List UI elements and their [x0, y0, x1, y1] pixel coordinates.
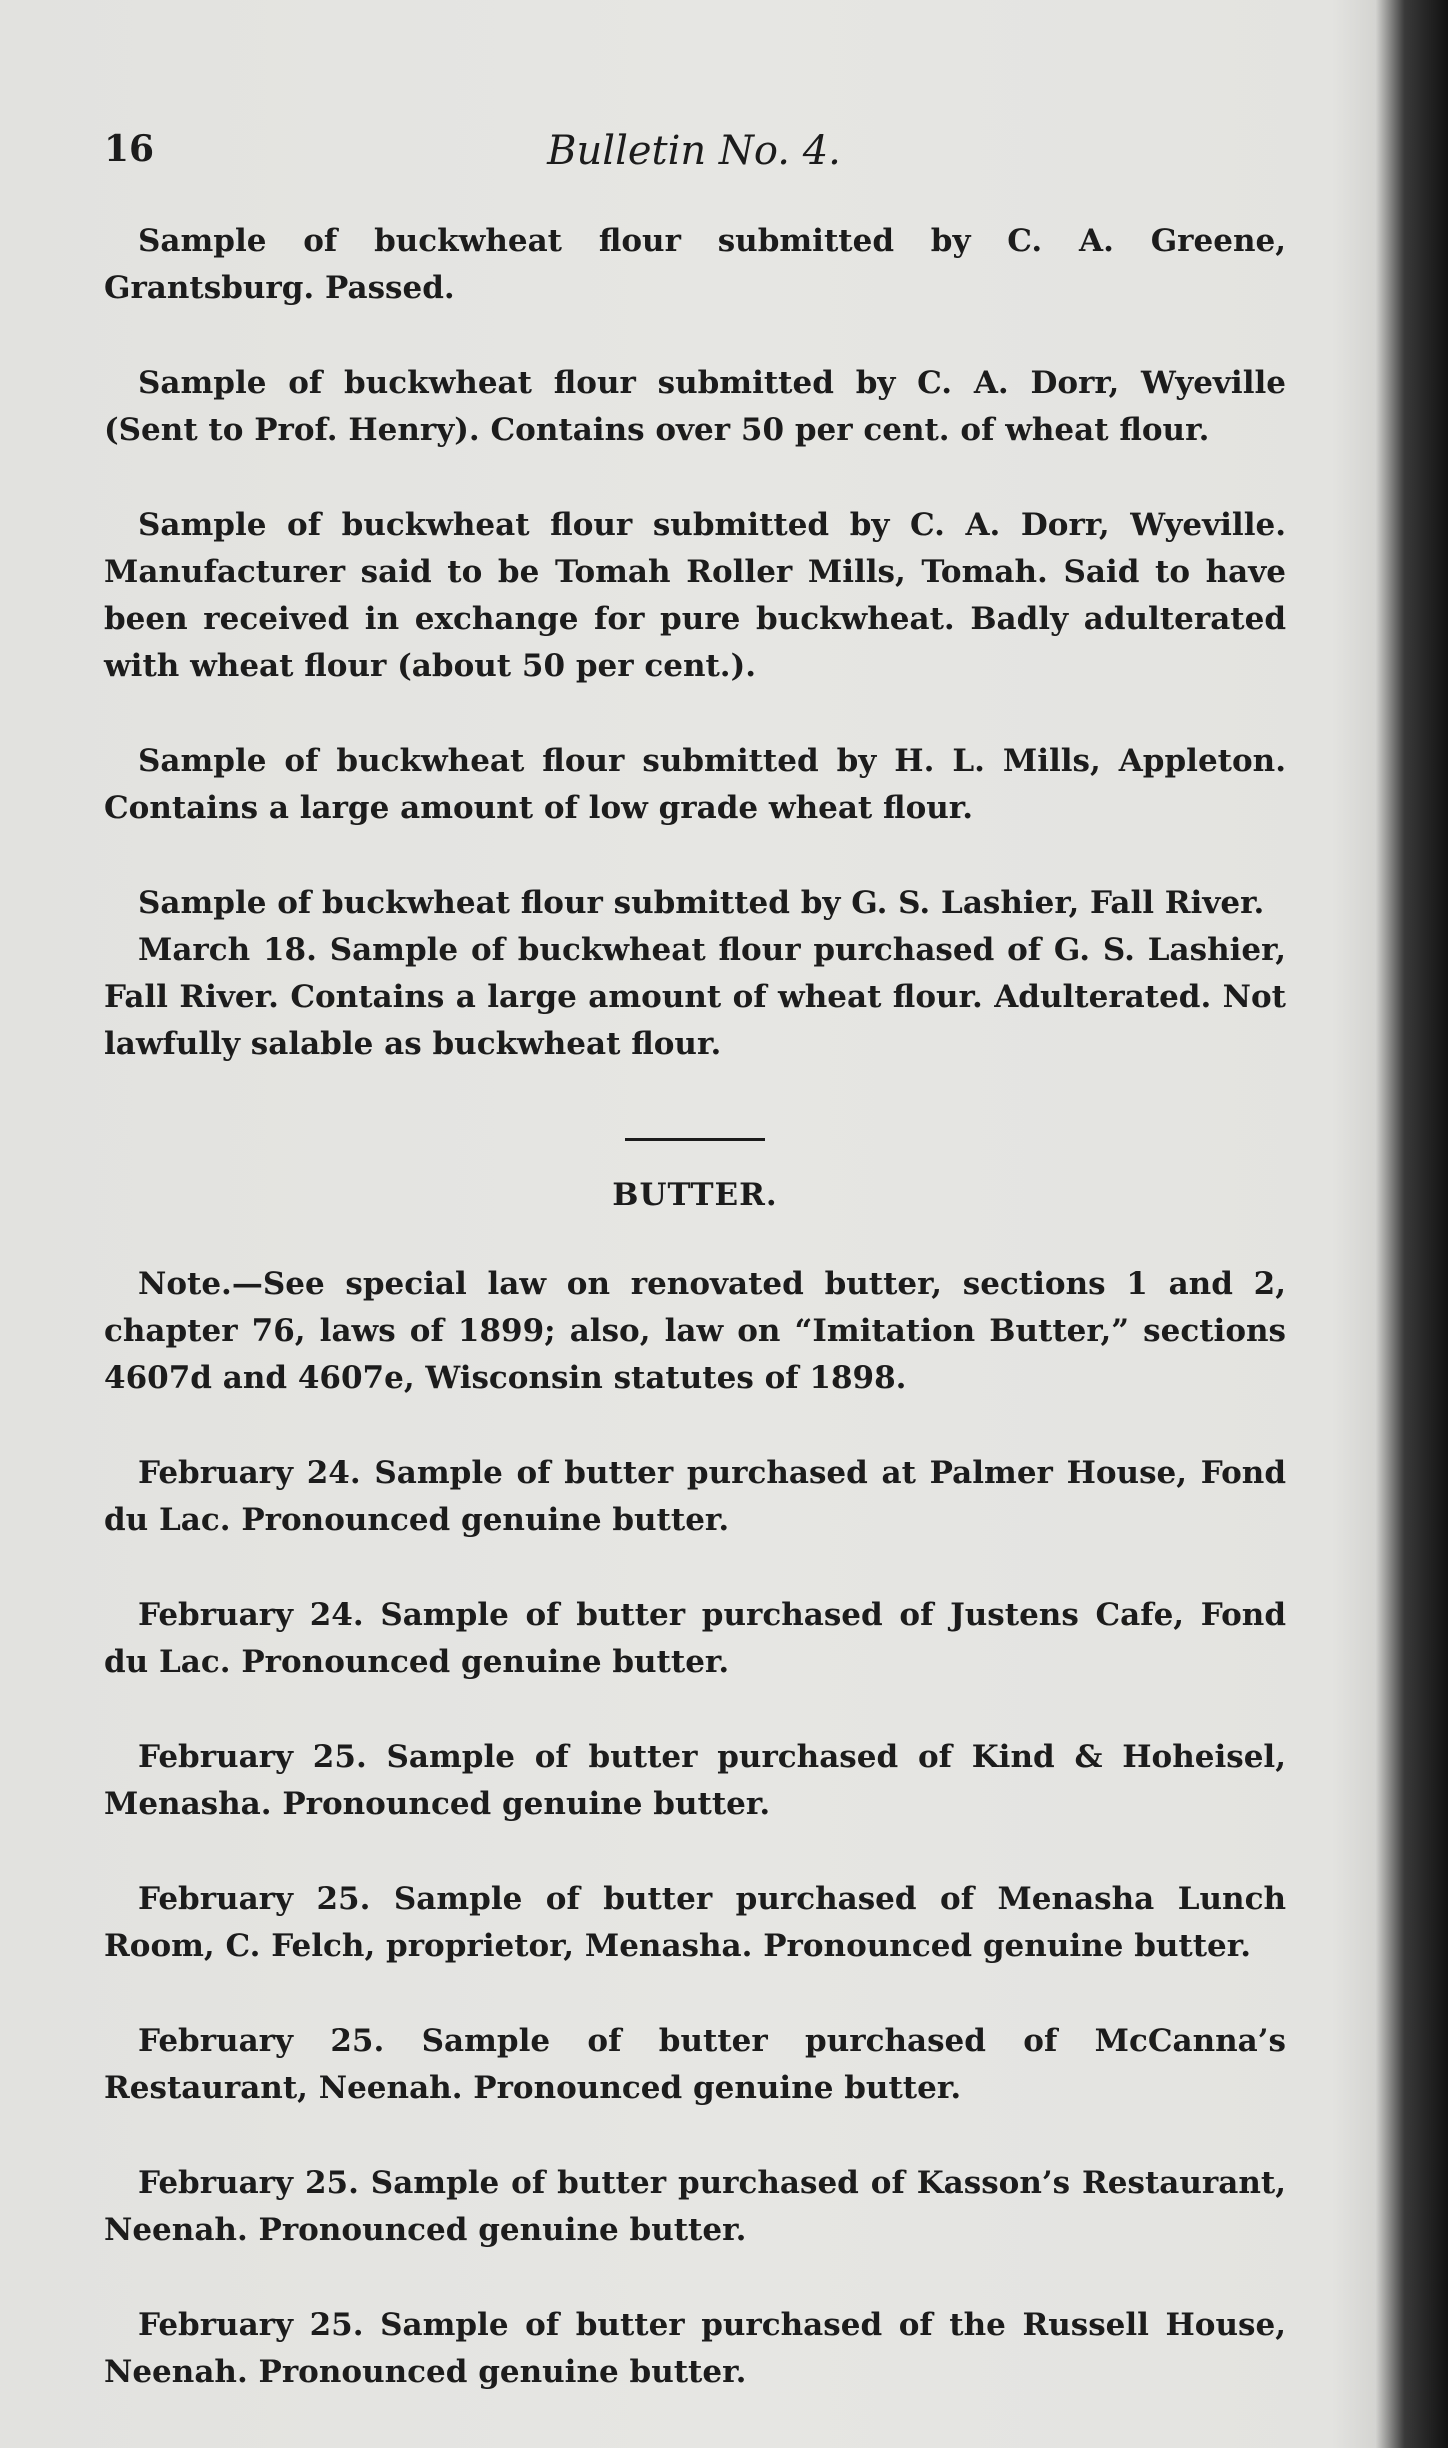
butter-entry: February 24. Sample of butter purchased at Palmer House, Fond du Lac. Pronounced genuine butter.: [104, 1455, 1286, 1538]
running-title: Bulletin No. 4.: [547, 128, 841, 174]
page-body: [104, 218, 1286, 2444]
section-divider: [625, 1138, 765, 1141]
page-number: 16: [104, 128, 155, 170]
butter-entry: February 25. Sample of butter purchased of the Russell House, Neenah. Pronounced genuine butter.: [104, 2307, 1286, 2390]
butter-entry: February 25. Sample of butter purchased of Menasha Lunch Room, C. Felch, proprietor, Menasha. Pronounced genuine butter.: [104, 1881, 1286, 1964]
buckwheat-entry: Sample of buckwheat flour submitted by G. S. Lashier, Fall River.: [138, 885, 1265, 921]
butter-entry: February 24. Sample of butter purchased of Justens Cafe, Fond du Lac. Pronounced genuine butter.: [104, 1597, 1286, 1680]
butter-entry: February 25. Sample of butter purchased of McCanna’s Restaurant, Neenah. Pronounced genuine butter.: [104, 2023, 1286, 2106]
buckwheat-entry: Sample of buckwheat flour submitted by C. A. Dorr, Wyeville. Manufacturer said to be Tomah Roller Mills, Tomah. Said to have been received in exchange for pure buckwheat. Badly adulterated with wheat flour (about 50 per cent.).: [104, 507, 1286, 684]
buckwheat-entry: March 18. Sample of buckwheat flour purchased of G. S. Lashier, Fall River. Contains a large amount of wheat flour. Adulterated. Not lawfully salable as buckwheat flour.: [104, 932, 1286, 1062]
page-header: [104, 128, 1284, 188]
buckwheat-entry: Sample of buckwheat flour submitted by C. A. Dorr, Wyeville (Sent to Prof. Henry). Contains over 50 per cent. of wheat flour.: [104, 365, 1286, 448]
buckwheat-entry: Sample of buckwheat flour submitted by C. A. Greene, Grantsburg. Passed.: [104, 223, 1286, 306]
butter-note: Note.—See special law on renovated butter, sections 1 and 2, chapter 76, laws of 1899; also, law on “Imitation Butter,” sections 4607d and 4607e, Wisconsin statutes of 1898.: [104, 1266, 1286, 1396]
butter-entry: February 25. Sample of butter purchased of Kind & Hoheisel, Menasha. Pronounced genuine butter.: [104, 1739, 1286, 1822]
buckwheat-entry: Sample of buckwheat flour submitted by H. L. Mills, Appleton. Contains a large amount of low grade wheat flour.: [104, 743, 1286, 826]
section-heading-butter: BUTTER.: [612, 1177, 778, 1213]
butter-entry: February 25. Sample of butter purchased of Kasson’s Restaurant, Neenah. Pronounced genuine butter.: [104, 2165, 1286, 2248]
